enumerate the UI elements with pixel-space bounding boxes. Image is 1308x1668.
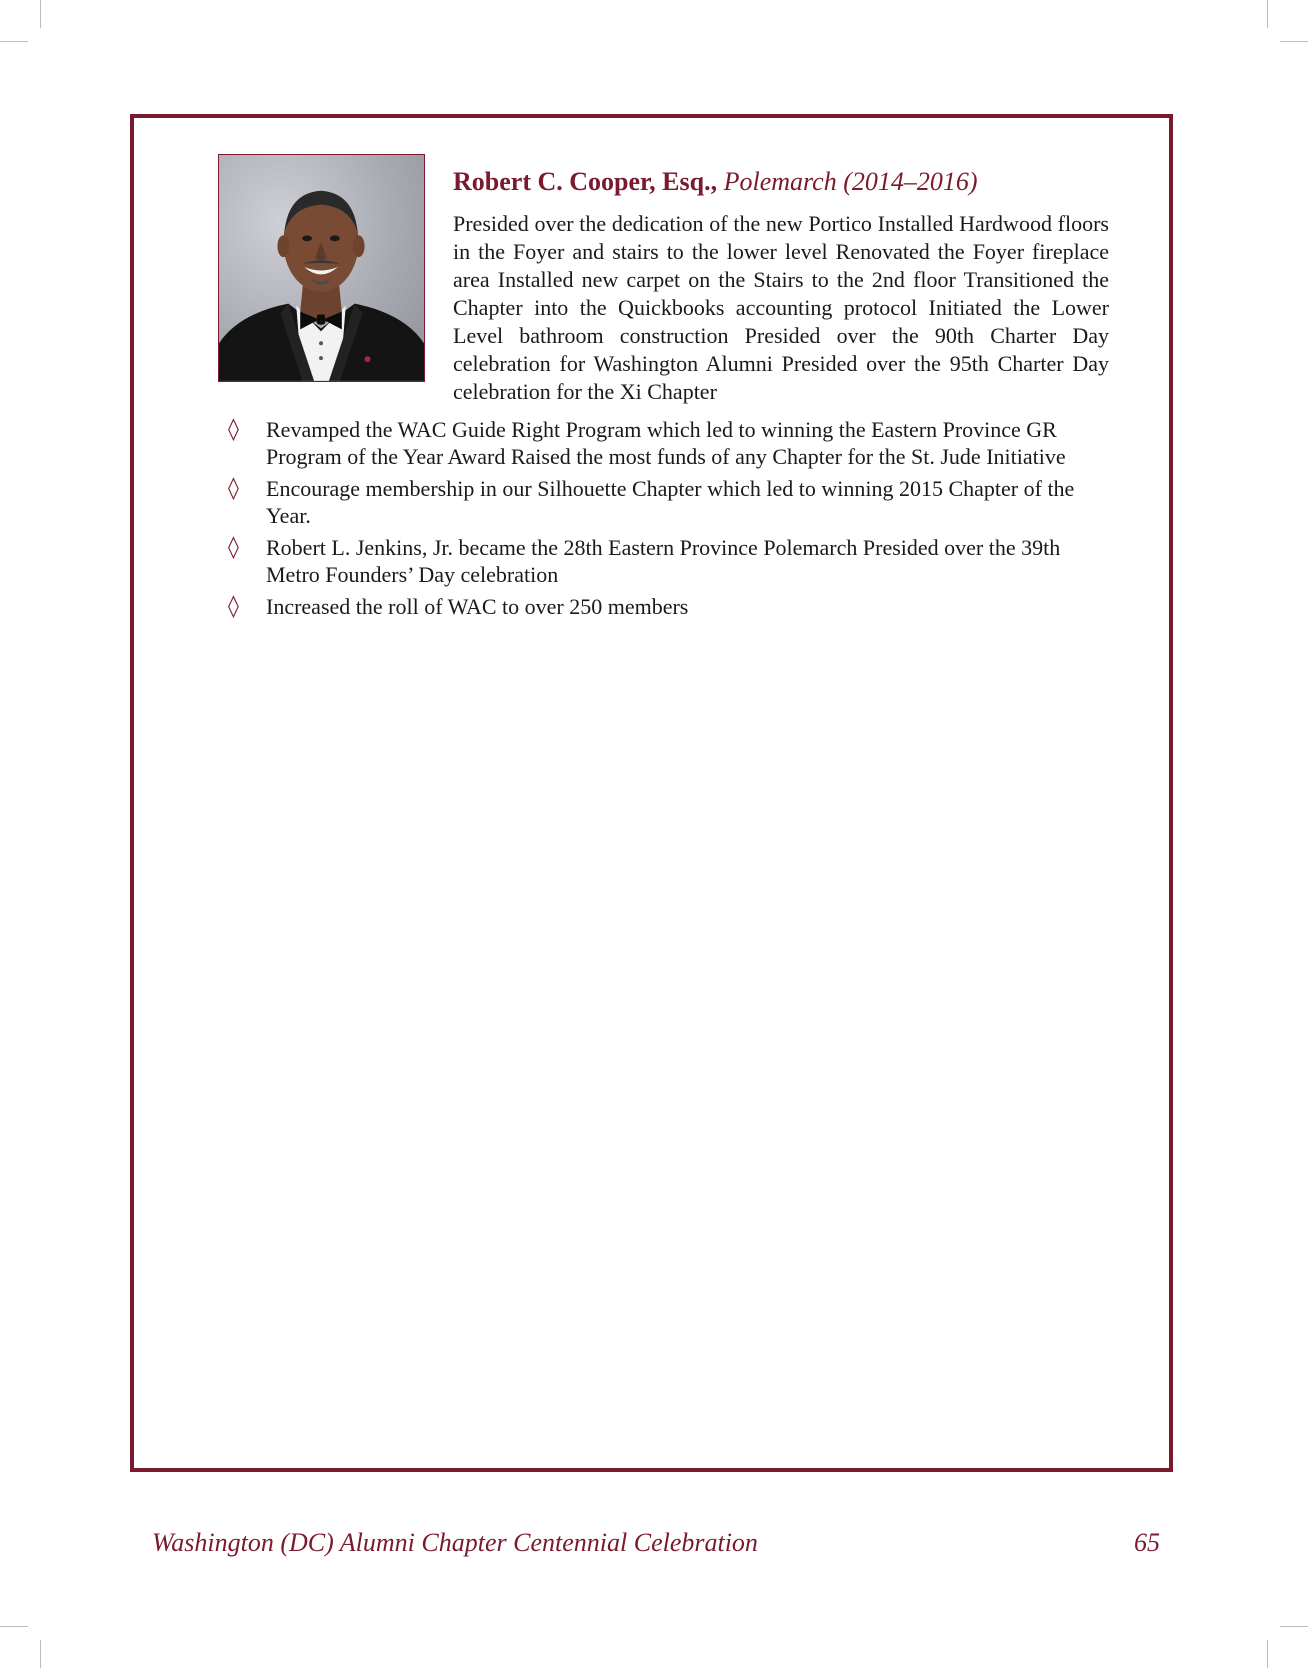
crop-mark bbox=[40, 1640, 41, 1668]
portrait-illustration bbox=[219, 155, 424, 381]
list-item-text: Increased the roll of WAC to over 250 members bbox=[266, 594, 689, 619]
portrait-photo bbox=[218, 154, 425, 382]
page-number: 65 bbox=[1134, 1528, 1160, 1557]
footer-publication-title: Washington (DC) Alumni Chapter Centennial Celebration bbox=[152, 1528, 758, 1557]
diamond-bullet-icon: ◊ bbox=[228, 476, 239, 501]
list-item-text: Revamped the WAC Guide Right Program which led to winning the Eastern Province GR Program of the Year Award Raised the most funds of any Chapter for the St. Jude Initiative bbox=[266, 417, 1066, 469]
accomplishment-list bbox=[228, 416, 1098, 625]
profile-name: Robert C. Cooper, Esq., bbox=[453, 167, 718, 196]
crop-mark bbox=[1267, 0, 1268, 28]
profile-intro: Presided over the dedication of the new Portico Installed Hardwood floors in the Foyer and stairs to the lower level Renovated the Foyer fireplace area Installed new carpet on the Stairs to the 2nd floor Transitioned the Chapter into the Quickbooks accounting protocol Initiated the Lower Level bathroom construction Presided over the 90th Charter Day celebration for Washington Alumni Presided over the 95th Charter Day celebration for the Xi Chapter bbox=[453, 211, 1109, 404]
diamond-bullet-icon: ◊ bbox=[228, 535, 239, 560]
crop-mark bbox=[1280, 1626, 1308, 1627]
crop-mark bbox=[1267, 1640, 1268, 1668]
list-item bbox=[228, 416, 1098, 470]
crop-mark bbox=[0, 41, 28, 42]
list-item-text: Robert L. Jenkins, Jr. became the 28th Eastern Province Polemarch Presided over the 39th Metro Founders’ Day celebration bbox=[266, 535, 1061, 587]
list-item bbox=[228, 593, 1098, 620]
crop-mark bbox=[40, 0, 41, 28]
crop-mark bbox=[0, 1626, 28, 1627]
diamond-bullet-icon: ◊ bbox=[228, 594, 239, 619]
profile-heading bbox=[453, 166, 1113, 198]
diamond-bullet-icon: ◊ bbox=[228, 417, 239, 442]
list-item bbox=[228, 475, 1098, 529]
crop-mark bbox=[1280, 41, 1308, 42]
list-item-text: Encourage membership in our Silhouette Chapter which led to winning 2015 Chapter of the Year. bbox=[266, 476, 1075, 528]
list-item bbox=[228, 534, 1098, 588]
profile-title: Polemarch (2014–2016) bbox=[723, 167, 978, 196]
